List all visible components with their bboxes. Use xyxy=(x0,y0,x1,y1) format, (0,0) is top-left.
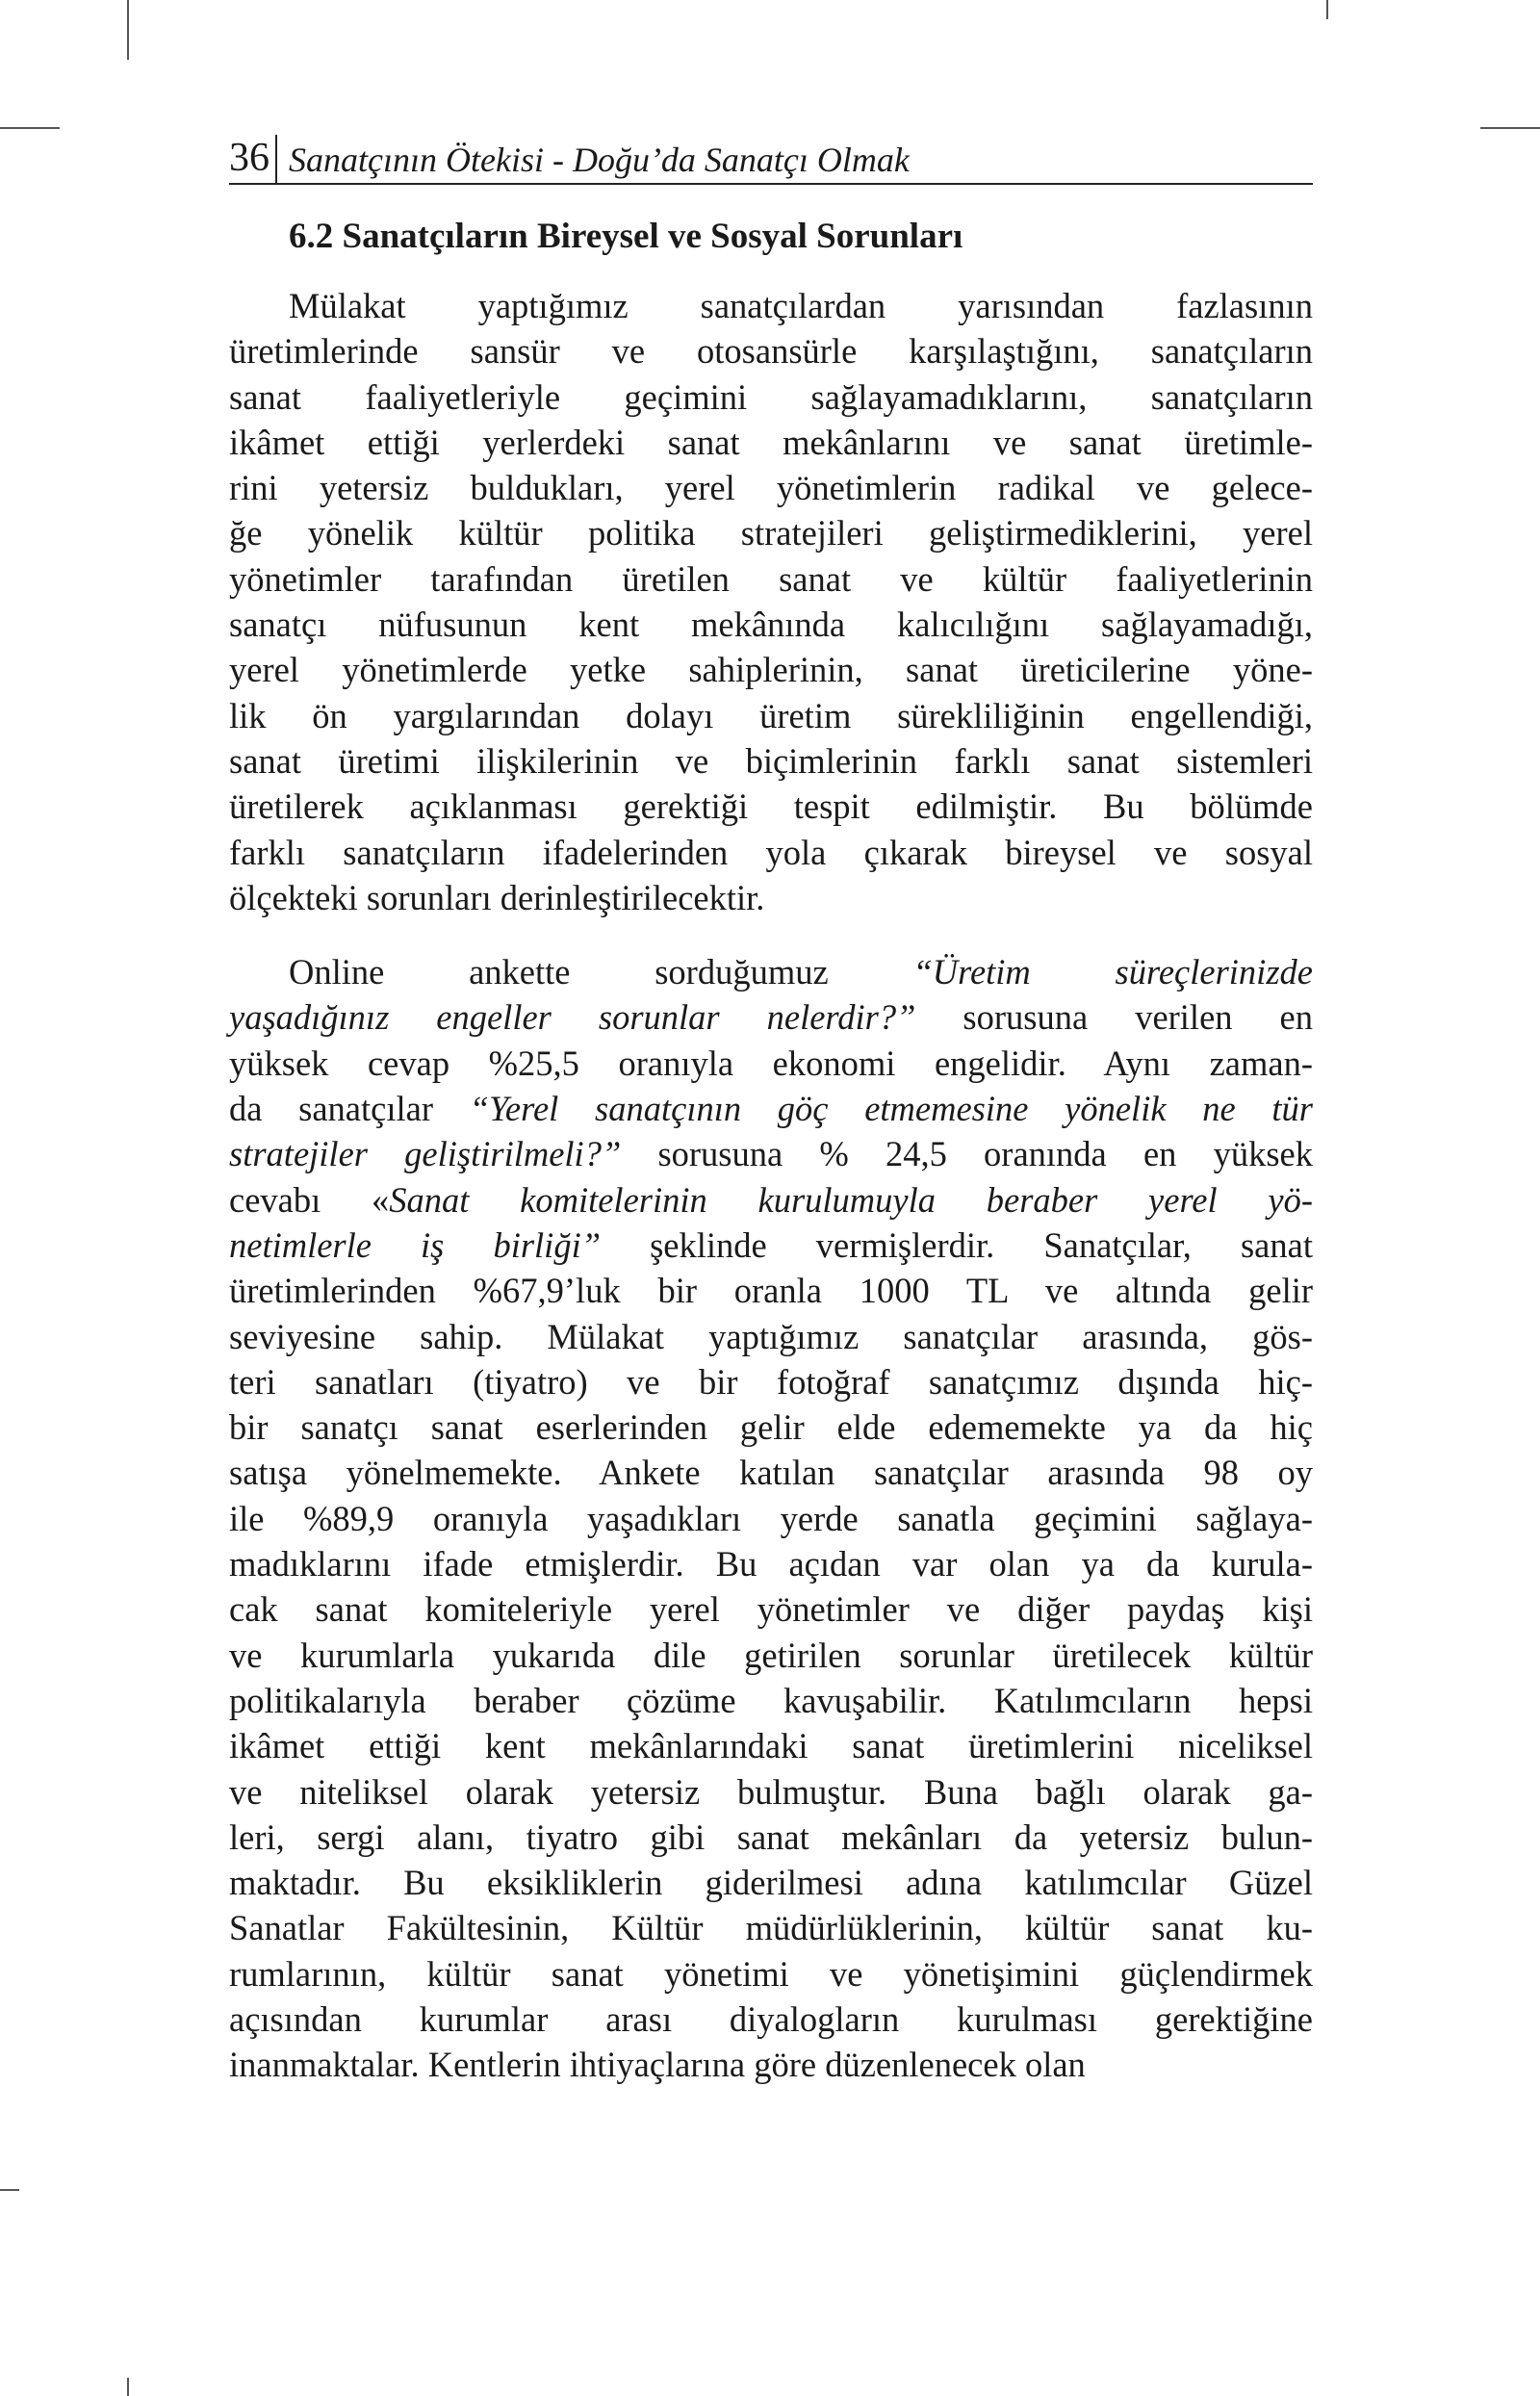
text-run: cevabı « xyxy=(229,1179,390,1220)
italic-text: “Üretim süreçlerinizde xyxy=(912,952,1313,992)
text-run: ikâmet ettiği yerlerdeki sanat mekânlarını ve sanat üretimle- xyxy=(229,422,1313,462)
text-line xyxy=(229,693,1313,738)
text-run: sorusuna verilen en xyxy=(915,997,1313,1038)
text-line xyxy=(229,738,1313,784)
italic-text: “Yerel sanatçının göç etmemesine yönelik ne tür xyxy=(469,1089,1313,1129)
text-run: maktadır. Bu eksikliklerin giderilmesi adına katılımcılar Güzel xyxy=(229,1863,1313,1903)
text-run: ğe yönelik kültür politika stratejileri geliştirmediklerini, yerel xyxy=(229,513,1313,554)
text-line xyxy=(229,1404,1313,1450)
text-run: ve niteliksel olarak yetersiz bulmuştur. Buna bağlı olarak ga- xyxy=(229,1771,1313,1812)
text-run: teri sanatları (tiyatro) ve bir fotoğraf sanatçımız dışında hiç- xyxy=(229,1361,1313,1402)
text-run: şeklinde vermişlerdir. Sanatçılar, sanat xyxy=(601,1224,1313,1265)
italic-text: stratejiler geliştirilmeli?” xyxy=(229,1134,622,1174)
italic-text: yaşadığınız engeller sorunlar nelerdir?” xyxy=(229,997,916,1038)
text-run: satışa yönelmemekte. Ankete katılan sanatçılar arasında 98 oy xyxy=(229,1453,1313,1493)
text-line xyxy=(229,602,1313,647)
text-line xyxy=(229,1723,1313,1768)
text-line xyxy=(229,1997,1313,2042)
text-run: yönetimler tarafından üretilen sanat ve kültür faaliyetlerinin xyxy=(229,558,1313,599)
text-run: üretimlerinde sansür ve otosansürle karşılaştığını, sanatçıların xyxy=(229,331,1313,372)
text-run: inanmaktalar. Kentlerin ihtiyaçlarına göre düzenlenecek olan xyxy=(229,2045,1086,2085)
text-run: politikalarıyla beraber çözüme kavuşabilir. Katılımcıların hepsi xyxy=(229,1680,1313,1720)
text-line xyxy=(229,328,1313,374)
page-number: 36 xyxy=(229,135,277,183)
text-line xyxy=(229,283,1313,328)
text-run: Mülakat yaptığımız sanatçılardan yarısından fazlasının xyxy=(289,286,1313,325)
text-line xyxy=(229,784,1313,829)
text-run: madıklarını ifade etmişlerdir. Bu açıdan var olan ya da kurula- xyxy=(229,1544,1313,1584)
text-run: sanat üretimi ilişkilerinin ve biçimlerinin farklı sanat sistemleri xyxy=(229,740,1313,781)
text-line xyxy=(229,374,1313,420)
body-text xyxy=(229,283,1313,2088)
crop-mark xyxy=(1480,127,1540,129)
text-line xyxy=(229,994,1313,1040)
text-run: ve kurumlarla yukarıda dile getirilen sorunlar üretilecek kültür xyxy=(229,1635,1313,1675)
paragraph xyxy=(229,283,1313,920)
paragraph-gap xyxy=(229,920,1313,949)
paragraph xyxy=(229,949,1313,2087)
text-line xyxy=(229,1678,1313,1723)
text-run: rumlarının, kültür sanat yönetimi ve yönetişimini güçlendirmek xyxy=(229,1953,1313,1994)
text-run: sanat faaliyetleriyle geçimini sağlayamadıklarını, sanatçıların xyxy=(229,376,1313,417)
text-line xyxy=(229,1586,1313,1632)
text-run: üretimlerinden %67,9’luk bir oranla 1000 TL ve altında gelir xyxy=(229,1271,1313,1311)
text-run: sorusuna % 24,5 oranında en yüksek xyxy=(621,1134,1313,1174)
crop-mark xyxy=(127,2378,129,2396)
text-line xyxy=(229,1815,1313,1860)
text-run: ölçekteki sorunları derinleştirilecektir. xyxy=(229,877,765,917)
text-run: Sanatlar Fakültesinin, Kültür müdürlüklerinin, kültür sanat ku- xyxy=(229,1908,1313,1948)
text-run: cak sanat komiteleriyle yerel yönetimler ve diğer paydaş kişi xyxy=(229,1589,1313,1630)
text-line xyxy=(229,1041,1313,1086)
text-run: ikâmet ettiği kent mekânlarındaki sanat üretimlerini niceliksel xyxy=(229,1726,1313,1766)
text-line xyxy=(229,556,1313,602)
text-line xyxy=(229,1860,1313,1905)
text-line xyxy=(229,510,1313,555)
text-run: farklı sanatçıların ifadelerinden yola çıkarak bireysel ve sosyal xyxy=(229,832,1313,872)
text-run: da sanatçılar xyxy=(229,1089,470,1129)
text-line xyxy=(229,1359,1313,1404)
text-run: lik ön yargılarından dolayı üretim sürekliliğinin engellendiği, xyxy=(229,695,1313,735)
crop-mark xyxy=(0,2189,19,2191)
text-run: Online ankette sorduğumuz xyxy=(289,952,913,992)
text-line xyxy=(229,1450,1313,1495)
text-line xyxy=(229,1223,1313,1268)
text-line xyxy=(229,830,1313,875)
text-line xyxy=(229,875,1313,920)
text-line xyxy=(229,1633,1313,1678)
text-run: yüksek cevap %25,5 oranıyla ekonomi engelidir. Aynı zaman- xyxy=(229,1043,1313,1083)
text-line xyxy=(229,465,1313,510)
crop-mark xyxy=(0,127,60,129)
text-line xyxy=(229,1496,1313,1541)
text-line xyxy=(229,1086,1313,1131)
text-run: yerel yönetimlerde yetke sahiplerinin, sanat üreticilerine yöne- xyxy=(229,650,1313,690)
text-line xyxy=(229,2042,1313,2087)
crop-mark xyxy=(1326,0,1328,19)
text-run: seviyesine sahip. Mülakat yaptığımız sanatçılar arasında, gös- xyxy=(229,1316,1313,1356)
italic-text: netimlerle iş birliği” xyxy=(229,1224,602,1265)
text-run: ile %89,9 oranıyla yaşadıkları yerde sanatla geçimini sağlaya- xyxy=(229,1498,1313,1538)
text-line xyxy=(229,949,1313,994)
text-line xyxy=(229,1268,1313,1313)
text-line xyxy=(229,420,1313,465)
text-line xyxy=(229,1314,1313,1359)
text-line xyxy=(229,1177,1313,1223)
text-line xyxy=(229,1905,1313,1950)
text-run: açısından kurumlar arası diyalogların kurulması gerektiğine xyxy=(229,1998,1313,2039)
text-run: bir sanatçı sanat eserlerinden gelir elde edememekte ya da hiç xyxy=(229,1407,1313,1448)
text-run: sanatçı nüfusunun kent mekânında kalıcılığını sağlayamadığı, xyxy=(229,605,1313,645)
text-line xyxy=(229,1769,1313,1815)
crop-mark xyxy=(127,0,129,60)
text-run: rini yetersiz buldukları, yerel yönetimlerin radikal ve gelece- xyxy=(229,468,1313,508)
text-run: leri, sergi alanı, tiyatro gibi sanat mekânları da yetersiz bulun- xyxy=(229,1816,1313,1857)
section-heading: 6.2 Sanatçıların Bireysel ve Sosyal Sorunları xyxy=(289,217,963,256)
text-line xyxy=(229,1541,1313,1586)
italic-text: Sanat komitelerinin kurulumuyla beraber yerel yö- xyxy=(389,1179,1313,1220)
running-title: Sanatçının Ötekisi - Doğu’da Sanatçı Olmak xyxy=(289,141,910,179)
running-header xyxy=(229,135,1313,185)
text-line xyxy=(229,647,1313,692)
text-run: üretilerek açıklanması gerektiği tespit edilmiştir. Bu bölümde xyxy=(229,786,1313,827)
text-line xyxy=(229,1131,1313,1176)
text-line xyxy=(229,1951,1313,1997)
